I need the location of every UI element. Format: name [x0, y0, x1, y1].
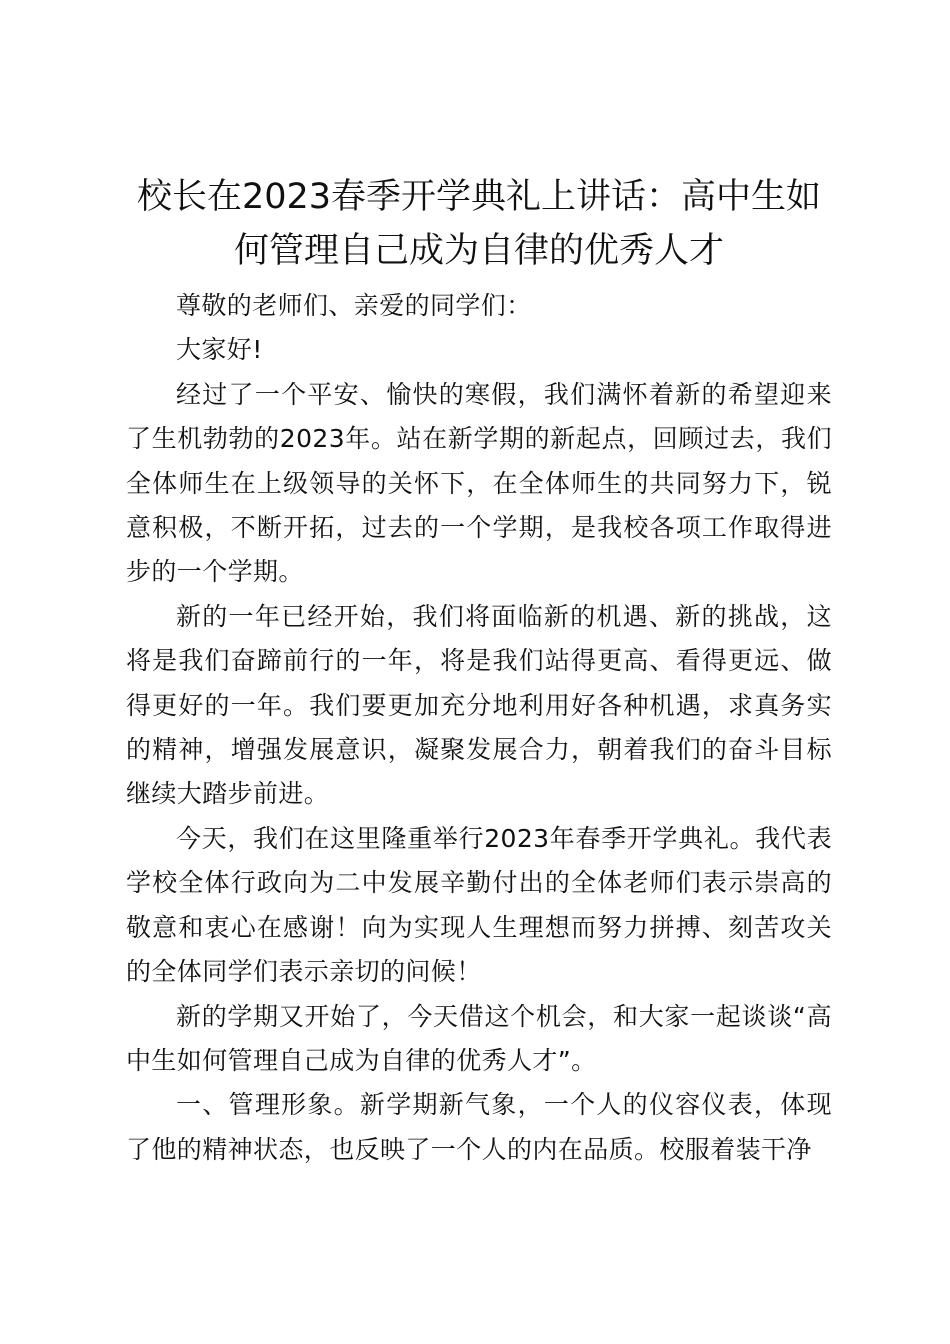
paragraph-section-one: 一、管理形象。新学期新气象，一个人的仪容仪表，体现了他的精神状态，也反映了一个人的内在品质。校服着装干净 [126, 1090, 832, 1164]
paragraph-ceremony: 今天，我们在这里隆重举行2023年春季开学典礼。我代表学校全体行政向为二中发展辛勤付出的全体老师们表示崇高的敬意和衷心在感谢！向为实现人生理想而努力拼搏、刻苦攻关的全体同学们表示亲切的问候！ [126, 823, 832, 987]
document-title: 校长在2023春季开学典礼上讲话：高中生如何管理自己成为自律的优秀人才 [136, 177, 822, 271]
paragraph-review: 经过了一个平安、愉快的寒假，我们满怀着新的希望迎来了生机勃勃的2023年。站在新学期的新起点，回顾过去，我们全体师生在上级领导的关怀下，在全体师生的共同努力下，锐意积极，不断开拓，过去的一个学期，是我校各项工作取得进步的一个学期。 [126, 379, 832, 587]
paragraph-greeting: 大家好! [176, 335, 263, 365]
document-page [126, 170, 832, 1172]
paragraph-salutation: 尊敬的老师们、亲爱的同学们： [176, 291, 532, 320]
paragraph-topic: 新的学期又开始了，今天借这个机会，和大家一起谈谈“高中生如何管理自己成为自律的优秀人才”。 [126, 1001, 832, 1075]
paragraph-new-year: 新的一年已经开始，我们将面临新的机遇、新的挑战，这将是我们奋蹄前行的一年，将是我们站得更高、看得更远、做得更好的一年。我们要更加充分地利用好各种机遇，求真务实的精神，增强发展意识，凝聚发展合力，朝着我们的奋斗目标继续大踏步前进。 [126, 601, 832, 809]
